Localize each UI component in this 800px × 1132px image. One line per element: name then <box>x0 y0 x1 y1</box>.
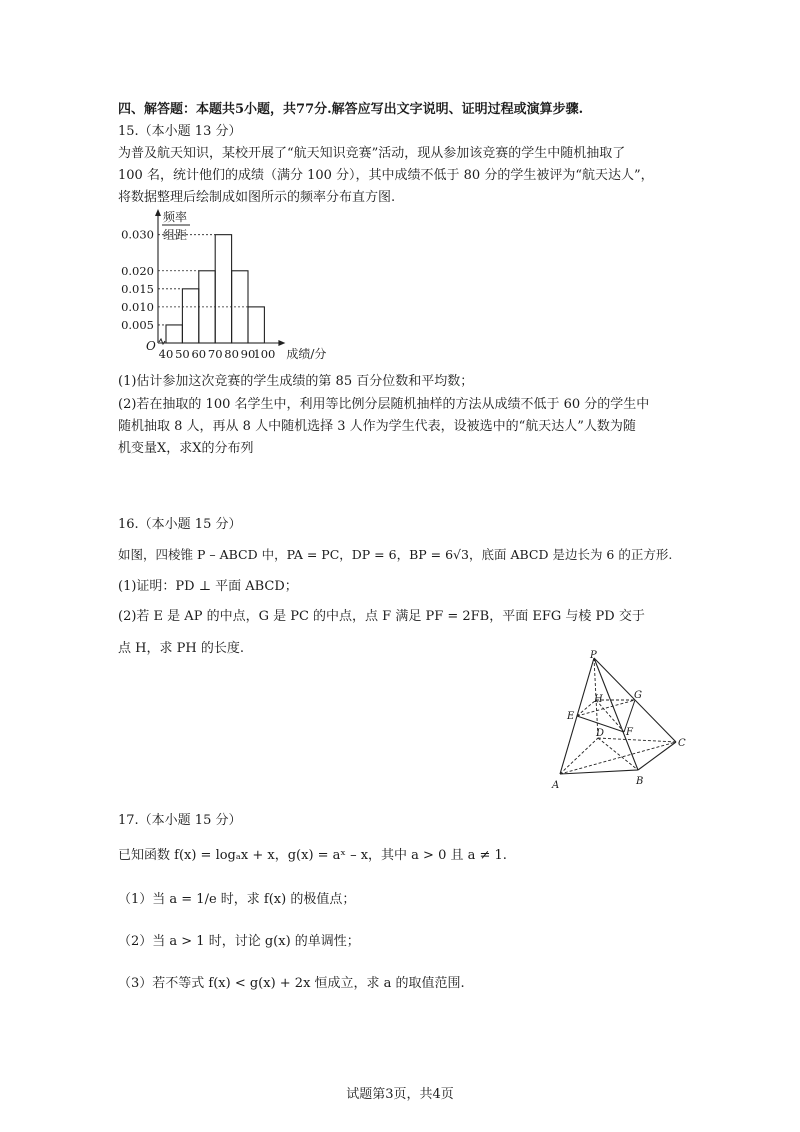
origin-label: O <box>146 339 156 353</box>
xtick-label: 70 <box>207 347 223 361</box>
diagonal-AC <box>560 742 676 774</box>
label-C: C <box>678 738 686 749</box>
q15-stem-line-2: 100 名，统计他们的成绩（满分 100 分），其中成绩不低于 80 分的学生被评为“航天达人”， <box>118 168 654 183</box>
q17-header: 17.（本小题 15 分） <box>118 813 242 828</box>
ytick-label: 0.020 <box>121 263 154 278</box>
q16-header: 16.（本小题 15 分） <box>118 517 242 532</box>
xtick-label: 100 <box>253 347 276 361</box>
label-H: H <box>594 694 603 705</box>
xtick-label: 50 <box>175 347 190 361</box>
q15-header: 15.（本小题 13 分） <box>118 124 242 139</box>
ytick-label: 0.015 <box>121 281 154 296</box>
pyramid-figure <box>550 652 700 792</box>
label-E: E <box>567 711 575 722</box>
q17-part-1: （1）当 a = 1/e 时，求 f(x) 的极值点； <box>118 892 356 907</box>
histogram-bar <box>166 325 182 343</box>
segment-EG <box>577 700 635 716</box>
histogram-bar <box>182 289 198 343</box>
q16-part-2-line-2: 点 H，求 PH 的长度. <box>118 641 244 656</box>
q15-part-1: (1)估计参加这次竞赛的学生成绩的第 85 百分位数和平均数； <box>118 374 474 389</box>
xtick-label: 80 <box>224 347 239 361</box>
edge-PB <box>594 658 638 770</box>
q16-part-1: (1)证明：PD ⊥ 平面 ABCD； <box>118 579 298 594</box>
ytick-label: 0.010 <box>121 299 154 314</box>
ylabel-top: 频率 <box>163 210 188 224</box>
ytick-label: 0.005 <box>121 317 154 332</box>
q15-stem-line-1: 为普及航天知识，某校开展了“航天知识竞赛”活动，现从参加该竞赛的学生中随机抽取了 <box>118 146 626 161</box>
histogram-bar <box>215 235 231 343</box>
label-P: P <box>590 650 597 661</box>
label-G: G <box>634 690 642 701</box>
section-heading: 四、解答题：本题共5小题，共77分.解答应写出文字说明、证明过程或演算步骤. <box>118 102 584 117</box>
xlabel: 成绩/分 <box>286 347 327 361</box>
q17-line-1: 已知函数 f(x) = logₐx + x，g(x) = aˣ – x，其中 a > 0 且 a ≠ 1. <box>118 848 507 863</box>
histogram-bar <box>248 307 264 343</box>
xtick-label: 40 <box>158 347 174 361</box>
label-D: D <box>596 728 605 739</box>
q15-part-2-line-1: (2)若在抽取的 100 名学生中，利用等比例分层随机抽样的方法从成绩不低于 60 分的学生中 <box>118 397 650 412</box>
label-F: F <box>626 727 633 738</box>
xtick-label: 90 <box>240 347 256 361</box>
q17-part-3: （3）若不等式 f(x) < g(x) + 2x 恒成立，求 a 的取值范围. <box>118 976 465 991</box>
frequency-histogram <box>110 205 370 370</box>
q15-part-2-line-2: 随机抽取 8 人，再从 8 人中随机选择 3 人作为学生代表，设被选中的“航天达人”人数为随 <box>118 419 636 434</box>
label-A: A <box>552 780 560 791</box>
x-axis-arrow <box>278 340 285 346</box>
y-axis-arrow <box>155 209 161 216</box>
q16-line-1: 如图，四棱锥 P – ABCD 中，PA = PC，DP = 6，BP = 6√3，底面 ABCD 是边长为 6 的正方形. <box>118 547 673 562</box>
page-footer: 试题第3页，共4页 <box>346 1087 454 1102</box>
edge-DC <box>598 738 676 742</box>
edge-BC <box>638 742 676 770</box>
q17-part-2: （2）当 a > 1 时，讨论 g(x) 的单调性； <box>118 934 360 949</box>
label-B: B <box>636 776 644 787</box>
q15-stem-line-3: 将数据整理后绘制成如图所示的频率分布直方图. <box>118 190 396 205</box>
xtick-label: 60 <box>191 347 207 361</box>
q15-part-2-line-3: 机变量X，求X的分布列 <box>118 441 254 456</box>
q16-part-2-line-1: (2)若 E 是 AP 的中点，G 是 PC 的中点，点 F 满足 PF = 2FB，平面 EFG 与棱 PD 交于 <box>118 609 645 624</box>
ylabel-bottom: 组距 <box>163 228 188 242</box>
ytick-label: 0.030 <box>121 227 154 242</box>
